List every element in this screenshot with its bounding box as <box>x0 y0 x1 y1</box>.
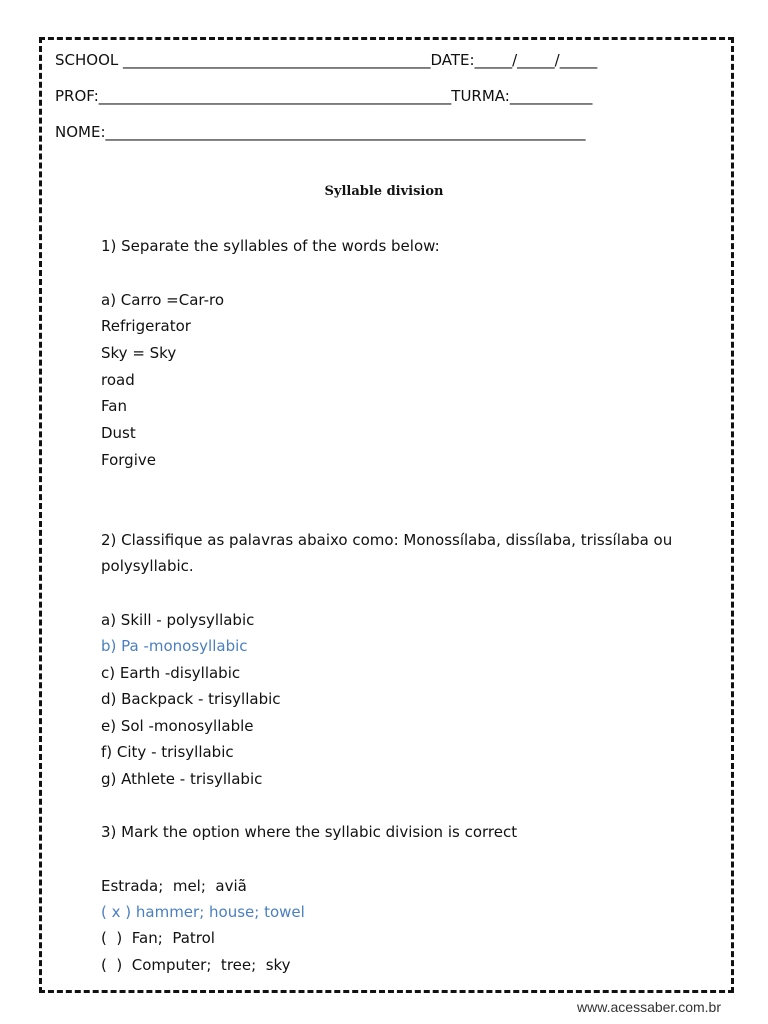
question-2-item: f) City - trisyllabic <box>101 743 234 761</box>
question-2-item: e) Sol -monosyllable <box>101 717 254 735</box>
school-date-line: SCHOOL _________________________________________DATE:_____/_____/_____ <box>55 51 598 69</box>
worksheet-title: Syllable division <box>324 184 444 199</box>
question-3-option: ( ) Fan; Patrol <box>101 929 215 947</box>
footer-url: www.acessaber.com.br <box>577 999 721 1015</box>
question-1-item: Forgive <box>101 451 156 469</box>
question-1-item: Fan <box>101 397 127 415</box>
question-2-item: d) Backpack - trisyllabic <box>101 690 281 708</box>
question-3-prompt: 3) Mark the option where the syllabic division is correct <box>101 823 518 841</box>
question-3-option-selected: ( x ) hammer; house; towel <box>101 903 305 921</box>
question-2-item: c) Earth -disyllabic <box>101 664 241 682</box>
question-1-item: Dust <box>101 424 136 442</box>
nome-line: NOME:________________________________________________________________ <box>55 123 586 141</box>
question-1-item: Refrigerator <box>101 317 191 335</box>
worksheet-border <box>39 37 734 993</box>
question-3-option: ( ) Computer; tree; sky <box>101 956 291 974</box>
prof-turma-line: PROF:_______________________________________________TURMA:___________ <box>55 87 593 105</box>
question-1-item: Sky = Sky <box>101 344 177 362</box>
question-1-prompt: 1) Separate the syllables of the words below: <box>101 237 440 255</box>
question-2-item-highlighted: b) Pa -monosyllabic <box>101 637 248 655</box>
question-2-item: g) Athlete - trisyllabic <box>101 770 263 788</box>
question-1-item: road <box>101 371 135 389</box>
question-1-item: a) Carro =Car-ro <box>101 291 225 309</box>
question-3-option: Estrada; mel; aviã <box>101 877 247 895</box>
question-2-prompt-line2: polysyllabic. <box>101 557 194 575</box>
question-2-prompt-line1: 2) Classifique as palavras abaixo como: Monossílaba, dissílaba, trissílaba ou <box>101 531 673 549</box>
question-2-item: a) Skill - polysyllabic <box>101 611 255 629</box>
